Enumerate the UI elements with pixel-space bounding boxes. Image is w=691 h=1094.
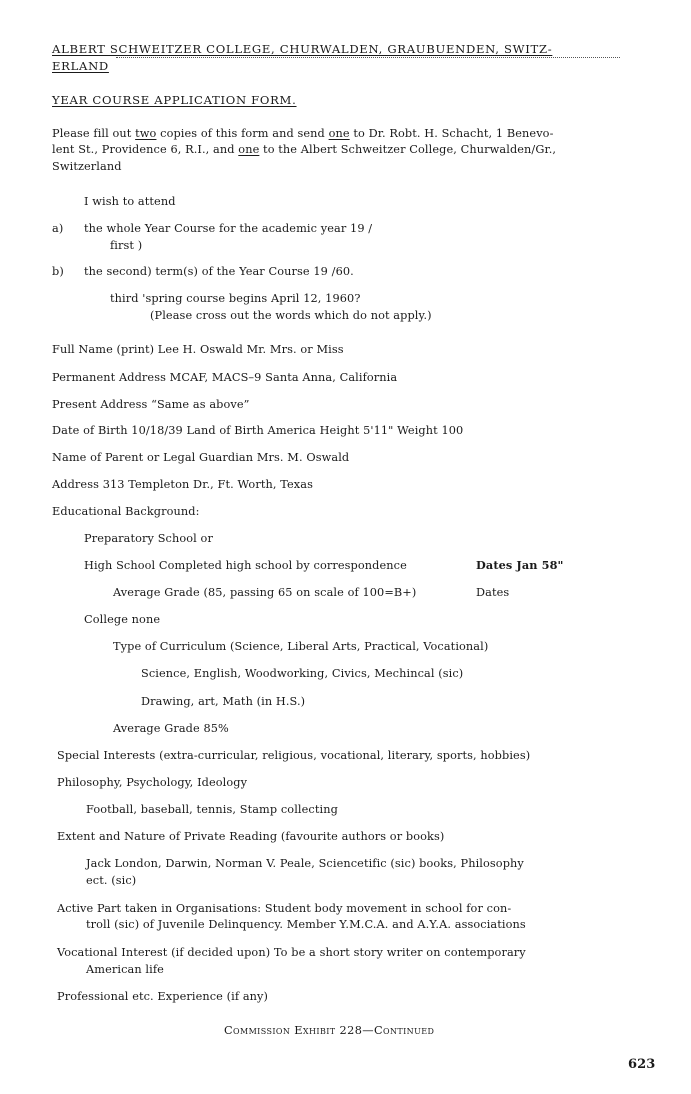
instructions-text: copies of this form and send (156, 127, 329, 140)
special-interests-field: Special Interests (extra-curricular, religious, vocational, literary, sports, hobbies) (57, 749, 531, 762)
present-address-field: Present Address “Same as above” (52, 398, 250, 411)
header-line-2: ERLAND (52, 59, 109, 73)
guardian-address-field: Address 313 Templeton Dr., Ft. Worth, Texas (52, 478, 313, 491)
birth-height-weight-field: Date of Birth 10/18/39 Land of Birth America Height 5'11" Weight 100 (52, 424, 464, 437)
special-interests-answer: Philosophy, Psychology, Ideology (57, 776, 248, 789)
professional-experience-field: Professional etc. Experience (if any) (57, 990, 269, 1003)
instructions-line-1 (52, 126, 554, 141)
private-reading-answer-2: ect. (sic) (86, 874, 137, 887)
exhibit-caption: Commission Exhibit 228—Continued (224, 1024, 435, 1037)
instructions-underlined-word: two (135, 127, 157, 140)
high-school-dates: Dates Jan 58" (476, 558, 564, 572)
form-title: YEAR COURSE APPLICATION FORM. (52, 93, 297, 107)
page-number: 623 (628, 1057, 656, 1072)
private-reading-field: Extent and Nature of Private Reading (favourite authors or books) (57, 830, 445, 843)
high-school-average-grade: Average Grade (85, passing 65 on scale of 100=B+) (113, 586, 417, 599)
instructions-line-2 (52, 142, 556, 157)
option-first: first ) (110, 239, 143, 252)
instructions-text: Please fill out (52, 127, 136, 140)
instructions-underlined-word: one (328, 127, 350, 140)
cross-out-note: (Please cross out the words which do not apply.) (150, 309, 432, 322)
header-line-1: ALBERT SCHWEITZER COLLEGE, CHURWALDEN, GRAUBUENDEN, SWITZ- (52, 42, 553, 56)
attend-intro: I wish to attend (84, 195, 176, 208)
college-field: College none (84, 613, 161, 626)
high-school-average-dates: Dates (476, 586, 510, 599)
organisations-line-1: Active Part taken in Organisations: Student body movement in school for con- (57, 902, 512, 915)
instructions-line-3: Switzerland (52, 160, 122, 173)
preparatory-school: Preparatory School or (84, 532, 213, 545)
curriculum-type: Type of Curriculum (Science, Liberal Arts, Practical, Vocational) (113, 640, 489, 653)
education-heading: Educational Background: (52, 505, 200, 518)
option-b-text: the second) term(s) of the Year Course 19 /60. (84, 265, 354, 278)
permanent-address-field: Permanent Address MCAF, MACS–9 Santa Anna, California (52, 371, 398, 384)
instructions-text: to the Albert Schweitzer College, Churwalden/Gr., (259, 143, 557, 156)
private-reading-answer-1: Jack London, Darwin, Norman V. Peale, Sciencetific (sic) books, Philosophy (86, 857, 524, 870)
instructions-underlined-word: one (238, 143, 260, 156)
college-average-grade: Average Grade 85% (113, 722, 229, 735)
full-name-field: Full Name (print) Lee H. Oswald Mr. Mrs. or Miss (52, 343, 344, 356)
option-a-text: the whole Year Course for the academic year 19 / (84, 222, 373, 235)
sports-answer: Football, baseball, tennis, Stamp collecting (86, 803, 338, 816)
option-a-label: a) (52, 222, 64, 235)
curriculum-answer-1: Science, English, Woodworking, Civics, Mechincal (sic) (141, 667, 464, 680)
instructions-text: to Dr. Robt. H. Schacht, 1 Benevo- (349, 127, 554, 140)
header-rule (116, 57, 620, 58)
option-third: third 'spring course begins April 12, 1960? (110, 292, 361, 305)
vocational-interest-line-1: Vocational Interest (if decided upon) To be a short story writer on contemporary (57, 946, 526, 959)
option-b-label: b) (52, 265, 64, 278)
vocational-interest-line-2: American life (86, 963, 164, 976)
curriculum-answer-2: Drawing, art, Math (in H.S.) (141, 695, 306, 708)
guardian-field: Name of Parent or Legal Guardian Mrs. M. Oswald (52, 451, 350, 464)
high-school-field: High School Completed high school by correspondence (84, 559, 407, 572)
instructions-text: lent St., Providence 6, R.I., and (52, 143, 239, 156)
organisations-line-2: troll (sic) of Juvenile Delinquency. Member Y.M.C.A. and A.Y.A. associations (86, 918, 526, 931)
